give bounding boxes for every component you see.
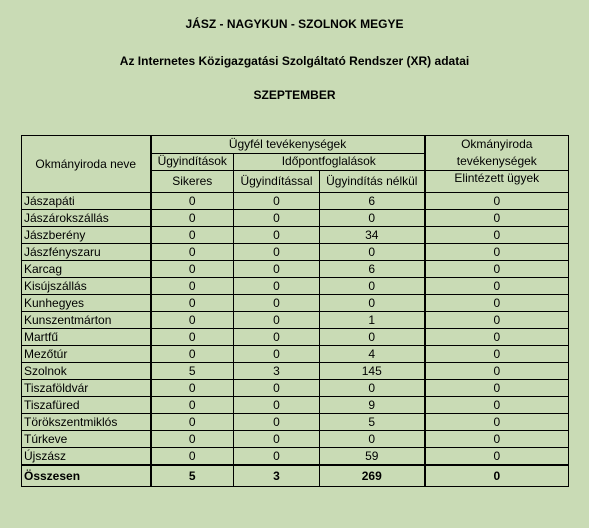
table-row	[22, 448, 569, 466]
handled-cell: 0	[425, 380, 569, 397]
with-initiation-cell: 0	[234, 397, 320, 414]
handled-cell: 0	[425, 244, 569, 261]
successful-cell: 0	[151, 244, 234, 261]
handled-cell: 0	[425, 448, 569, 466]
total-with-initiation: 3	[234, 465, 320, 487]
handled-cell: 0	[425, 261, 569, 278]
office-name-cell: Törökszentmiklós	[22, 414, 151, 431]
office-name-header: Okmányiroda neve	[22, 136, 151, 193]
with-initiation-cell: 0	[234, 346, 320, 363]
without-initiation-cell: 6	[320, 261, 425, 278]
table-row	[22, 431, 569, 448]
with-initiation-cell: 0	[234, 278, 320, 295]
appointments-subheader: Időpontfoglalások	[234, 153, 425, 171]
table-row	[22, 312, 569, 329]
office-name-cell: Túrkeve	[22, 431, 151, 448]
successful-cell: 0	[151, 380, 234, 397]
initiations-subheader: Ügyindítások	[151, 153, 234, 171]
without-initiation-cell: 5	[320, 414, 425, 431]
with-initiation-cell: 0	[234, 210, 320, 227]
table-row	[22, 329, 569, 346]
with-initiation-cell: 0	[234, 431, 320, 448]
successful-cell: 0	[151, 312, 234, 329]
handled-cell: 0	[425, 329, 569, 346]
statistics-table	[21, 135, 569, 487]
without-initiation-cell: 9	[320, 397, 425, 414]
successful-cell: 0	[151, 210, 234, 227]
without-initiation-cell: 0	[320, 431, 425, 448]
month-title: SZEPTEMBER	[253, 88, 336, 102]
without-initiation-cell: 34	[320, 227, 425, 244]
client-activities-header: Ügyfél tevékenységek	[151, 136, 425, 154]
successful-header: Sikeres	[151, 171, 234, 193]
with-initiation-cell: 0	[234, 295, 320, 312]
without-initiation-cell: 0	[320, 278, 425, 295]
total-row	[22, 465, 569, 487]
office-name-cell: Karcag	[22, 261, 151, 278]
office-name-cell: Kunhegyes	[22, 295, 151, 312]
total-handled: 0	[425, 465, 569, 487]
office-name-cell: Jászfényszaru	[22, 244, 151, 261]
table-row	[22, 261, 569, 278]
with-initiation-cell: 0	[234, 380, 320, 397]
table-row	[22, 278, 569, 295]
handled-cell: 0	[425, 363, 569, 380]
office-name-cell: Tiszaföldvár	[22, 380, 151, 397]
with-initiation-cell: 0	[234, 193, 320, 210]
table-row	[22, 210, 569, 227]
office-name-cell: Kunszentmárton	[22, 312, 151, 329]
handled-cell: 0	[425, 210, 569, 227]
handled-cell: 0	[425, 312, 569, 329]
report-subtitle: Az Internetes Közigazgatási Szolgáltató Rendszer (XR) adatai	[119, 54, 470, 68]
without-initiation-cell: 1	[320, 312, 425, 329]
without-initiation-cell: 145	[320, 363, 425, 380]
with-initiation-cell: 3	[234, 363, 320, 380]
with-initiation-cell: 0	[234, 261, 320, 278]
successful-cell: 0	[151, 346, 234, 363]
total-label: Összesen	[22, 465, 151, 487]
handled-cell: 0	[425, 295, 569, 312]
office-name-cell: Mezőtúr	[22, 346, 151, 363]
office-name-cell: Újszász	[22, 448, 151, 466]
without-initiation-header: Ügyindítás nélkül	[320, 171, 425, 193]
table-row	[22, 193, 569, 210]
successful-cell: 0	[151, 227, 234, 244]
successful-cell: 0	[151, 261, 234, 278]
without-initiation-cell: 0	[320, 244, 425, 261]
total-without-initiation: 269	[320, 465, 425, 487]
office-name-cell: Kisújszállás	[22, 278, 151, 295]
handled-cell: 0	[425, 346, 569, 363]
with-initiation-header: Ügyindítással	[234, 171, 320, 193]
with-initiation-cell: 0	[234, 448, 320, 466]
office-activities-header: Okmányiroda tevékenységek	[425, 136, 569, 171]
with-initiation-cell: 0	[234, 227, 320, 244]
successful-cell: 0	[151, 295, 234, 312]
table-row	[22, 363, 569, 380]
without-initiation-cell: 0	[320, 295, 425, 312]
with-initiation-cell: 0	[234, 312, 320, 329]
table-row	[22, 380, 569, 397]
with-initiation-cell: 0	[234, 414, 320, 431]
table-row	[22, 346, 569, 363]
office-name-cell: Jászberény	[22, 227, 151, 244]
office-name-cell: Szolnok	[22, 363, 151, 380]
table-row	[22, 397, 569, 414]
total-successful: 5	[151, 465, 234, 487]
successful-cell: 0	[151, 278, 234, 295]
with-initiation-cell: 0	[234, 244, 320, 261]
successful-cell: 0	[151, 193, 234, 210]
successful-cell: 0	[151, 329, 234, 346]
handled-cell: 0	[425, 414, 569, 431]
successful-cell: 0	[151, 448, 234, 466]
successful-cell: 5	[151, 363, 234, 380]
successful-cell: 0	[151, 431, 234, 448]
without-initiation-cell: 0	[320, 210, 425, 227]
without-initiation-cell: 0	[320, 380, 425, 397]
table-row	[22, 244, 569, 261]
successful-cell: 0	[151, 414, 234, 431]
handled-cases-header: Elintézett ügyek	[425, 171, 569, 193]
without-initiation-cell: 0	[320, 329, 425, 346]
without-initiation-cell: 59	[320, 448, 425, 466]
table-row	[22, 295, 569, 312]
handled-cell: 0	[425, 431, 569, 448]
handled-cell: 0	[425, 227, 569, 244]
handled-cell: 0	[425, 193, 569, 210]
office-name-cell: Tiszafüred	[22, 397, 151, 414]
without-initiation-cell: 6	[320, 193, 425, 210]
county-title: JÁSZ - NAGYKUN - SZOLNOK MEGYE	[185, 17, 404, 31]
successful-cell: 0	[151, 397, 234, 414]
without-initiation-cell: 4	[320, 346, 425, 363]
table-row	[22, 227, 569, 244]
office-name-cell: Martfű	[22, 329, 151, 346]
table-row	[22, 414, 569, 431]
with-initiation-cell: 0	[234, 329, 320, 346]
office-name-cell: Jászapáti	[22, 193, 151, 210]
office-name-cell: Jászárokszállás	[22, 210, 151, 227]
handled-cell: 0	[425, 397, 569, 414]
handled-cell: 0	[425, 278, 569, 295]
